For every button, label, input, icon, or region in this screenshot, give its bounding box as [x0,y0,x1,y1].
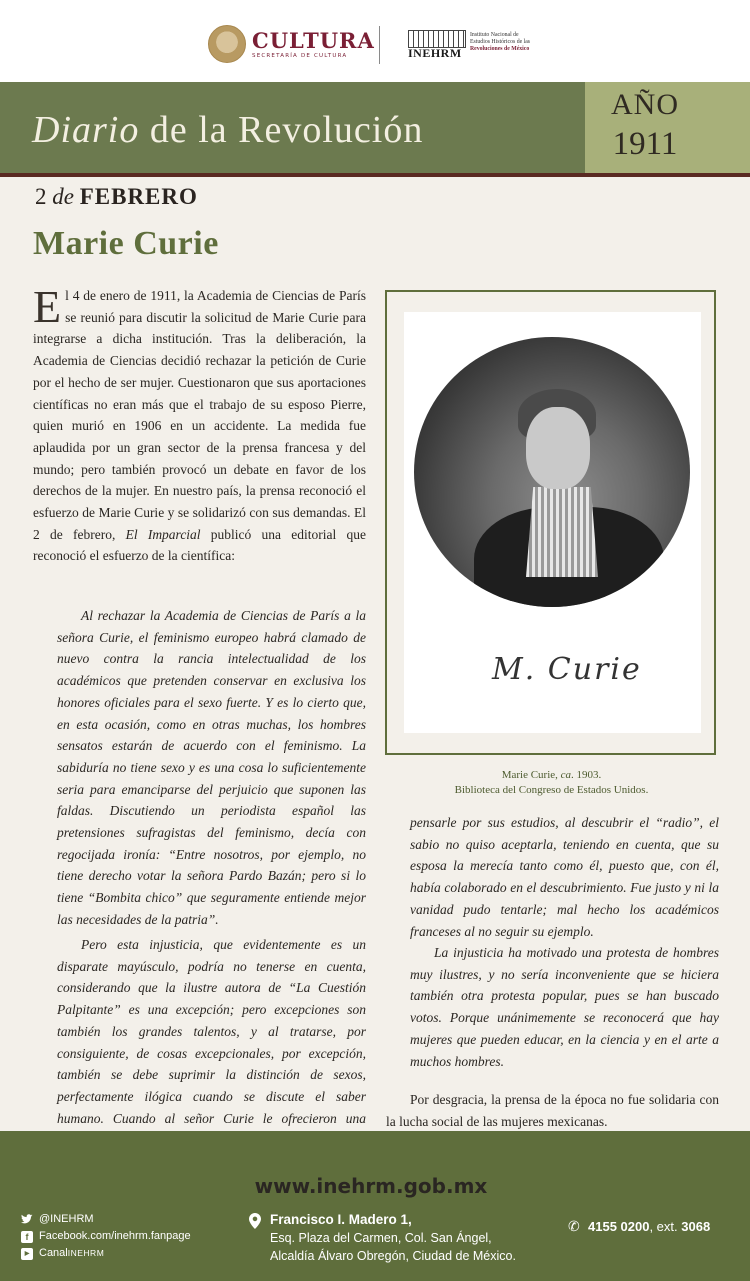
cultura-subtitle: SECRETARÍA DE CULTURA [252,52,348,59]
year-label: AÑO [611,88,679,121]
address-street: Francisco I. Madero 1, [270,1212,412,1227]
caption-year: . 1903. [571,769,602,781]
year-box [585,82,750,173]
phone-number: 4155 0200 [588,1219,650,1234]
closing-paragraph: Por desgracia, la prensa de la época no fue solidaria con la lucha social de las mujeres mexicanas. [386,1092,719,1129]
article-title: Marie Curie [33,225,219,262]
caption-text: Marie Curie, [501,769,561,781]
phone-contact[interactable] [568,1218,738,1235]
ext-label: , ext. [649,1219,682,1234]
facebook-url: Facebook.com/inehrm.fanpage [39,1230,191,1242]
date-month: FEBRERO [79,184,198,209]
quote-paragraph-1: Al rechazar la Academia de Ciencias de París a la señora Curie, el feminismo europeo habrá clamado de nuevo contra la rancia intelectualidad de los académicos que pretenden conservar en exclusiva los honores oficiales para el sexo fuerte. Y es lo cierto que, en esta ocasión, como en otras muchas, los hombres sensatos estarán de acuerdo con el feminismo. La sabiduría no tiene sexo y es una cosa lo suficientemente seria para emanciparse del perjuicio que suponen las faldas. Discutiendo un periodista español las pretensiones sufragistas del feminismo, decía con regocijada ironía: “Entre nosotros, por ejemplo, no tiene derecho votar la señora Pardo Bazán; pero si lo tiene “Bombita chico” que seguramente entiende mejor las necesidades de la patria”. [57,608,366,927]
national-seal-icon [208,25,246,63]
caption-ca: ca [560,769,572,781]
inehrm-desc-line: Revoluciones de México [470,46,530,52]
drop-cap: E [33,281,62,332]
intro-paragraph [33,281,366,567]
facebook-icon: f [21,1231,33,1243]
youtube-channel: INEHRM [67,1248,105,1258]
inehrm-wordmark: INEHRM [408,46,462,60]
inehrm-desc-line: Estudios Históricos de las [470,39,531,45]
website-link[interactable]: www.inehrm.gob.mx [254,1174,488,1198]
photo-frame [385,290,716,755]
logo-divider [379,26,380,64]
signature: M. Curie [492,652,642,687]
portrait-face [526,407,590,489]
address-line-3: Alcaldía Álvaro Obregón, Ciudad de México. [270,1249,516,1263]
date-day: 2 [35,184,47,209]
phone-ext: 3068 [681,1219,711,1234]
youtube-icon: ▶ [21,1248,33,1260]
intro-text: l 4 de enero de 1911, la Academia de Ciencias de París se reunió para discutir la solicitud de Marie Curie para integrarse a dicha institución. Tras la deliberación, la Academia de Ciencias decidió rechazar la petición de Curie por el hecho de ser mujer. Cuestionaron que sus aportaciones científicas no eran más que el trabajo de su esposo Pierre, quien murió en 1906 en un accidente. La medida fue aplaudida por un gran sector de la prensa francesa y del mundo; pero también provocó un debate en favor de los derechos de la mujer. En nuestro país, la prensa reconoció el esfuerzo de Marie Curie y se solidarizó con sus demandas. El 2 de febrero, [33,288,366,542]
caption-line-1 [386,768,717,783]
quote-paragraph-2: Pero esta injusticia, que evidentemente es un disparate mayúsculo, podría no tenerse en cuenta, considerando que la ilustre autora de “La Cuestión Palpitante” es una excepción; pero excepciones son también los grandes talentos, y al tratarse, por consiguiente, de cosas excepcionales, por excepción, también se debe suprimir la distinción de sexos, perfectamente ilógica cuando se discute el saber humano. Cuando al señor Curie le ofrecieron una [57,937,366,1126]
inehrm-desc-line: Instituto Nacional de [470,32,519,38]
inehrm-logo[interactable] [408,30,548,60]
header-stripe [0,173,750,177]
year-number: 1911 [612,126,678,162]
phone-icon: ✆ [568,1218,580,1234]
quote-paragraph-4: La injusticia ha motivado una protesta de hombres muy ilustres, y no sería inconveniente que se hiciera también otra protesta popular, pues se han buscado votos. Porque unánimemente se reconocerá que hay mujeres que pueden educar, en la ciencia y en el arte a muchos hombres. [410,945,719,1069]
youtube-prefix: Canal [39,1247,68,1259]
header-title-rest: de la Revolución [139,109,424,151]
youtube-link[interactable] [21,1245,191,1262]
footer [0,1131,750,1281]
portrait-collar [526,487,598,577]
header-title-italic: Diario [32,109,140,151]
social-links [21,1211,191,1262]
photo-card [404,312,701,733]
photo-caption [386,768,717,797]
address-line-2: Esq. Plaza del Carmen, Col. San Ángel, [270,1231,492,1245]
caption-line-2: Biblioteca del Congreso de Estados Unidos. [454,783,649,796]
quote-paragraph-3: pensarle por sus estudios, al descubrir el “radio”, el sabio no quiso aceptarla, teniendo en cuenta, que su esposa la merecía tanto como él, puesto que, con él, había colaborado en el descubrimiento. Fue justo y ni la vanidad pudo tentarle; mal hecho los académicos franceses al no seguir su ejemplo. [410,815,719,939]
twitter-icon [21,1214,33,1226]
intro-text-end: publicó una editorial que reconoció el esfuerzo de la científica: [33,526,366,564]
twitter-link[interactable] [21,1211,191,1228]
facebook-link[interactable] [21,1228,191,1245]
header-title [32,108,423,152]
cultura-wordmark: CULTURA [252,27,375,53]
newspaper-name: El Imparcial [125,526,201,542]
cultura-logo[interactable] [208,24,375,64]
twitter-handle: @INEHRM [39,1213,94,1225]
entry-date [35,184,198,210]
date-de: de [52,184,74,209]
top-logo-bar [0,0,750,82]
location-pin-icon [249,1213,261,1229]
marie-curie-portrait [414,337,690,607]
inehrm-description [470,32,550,53]
